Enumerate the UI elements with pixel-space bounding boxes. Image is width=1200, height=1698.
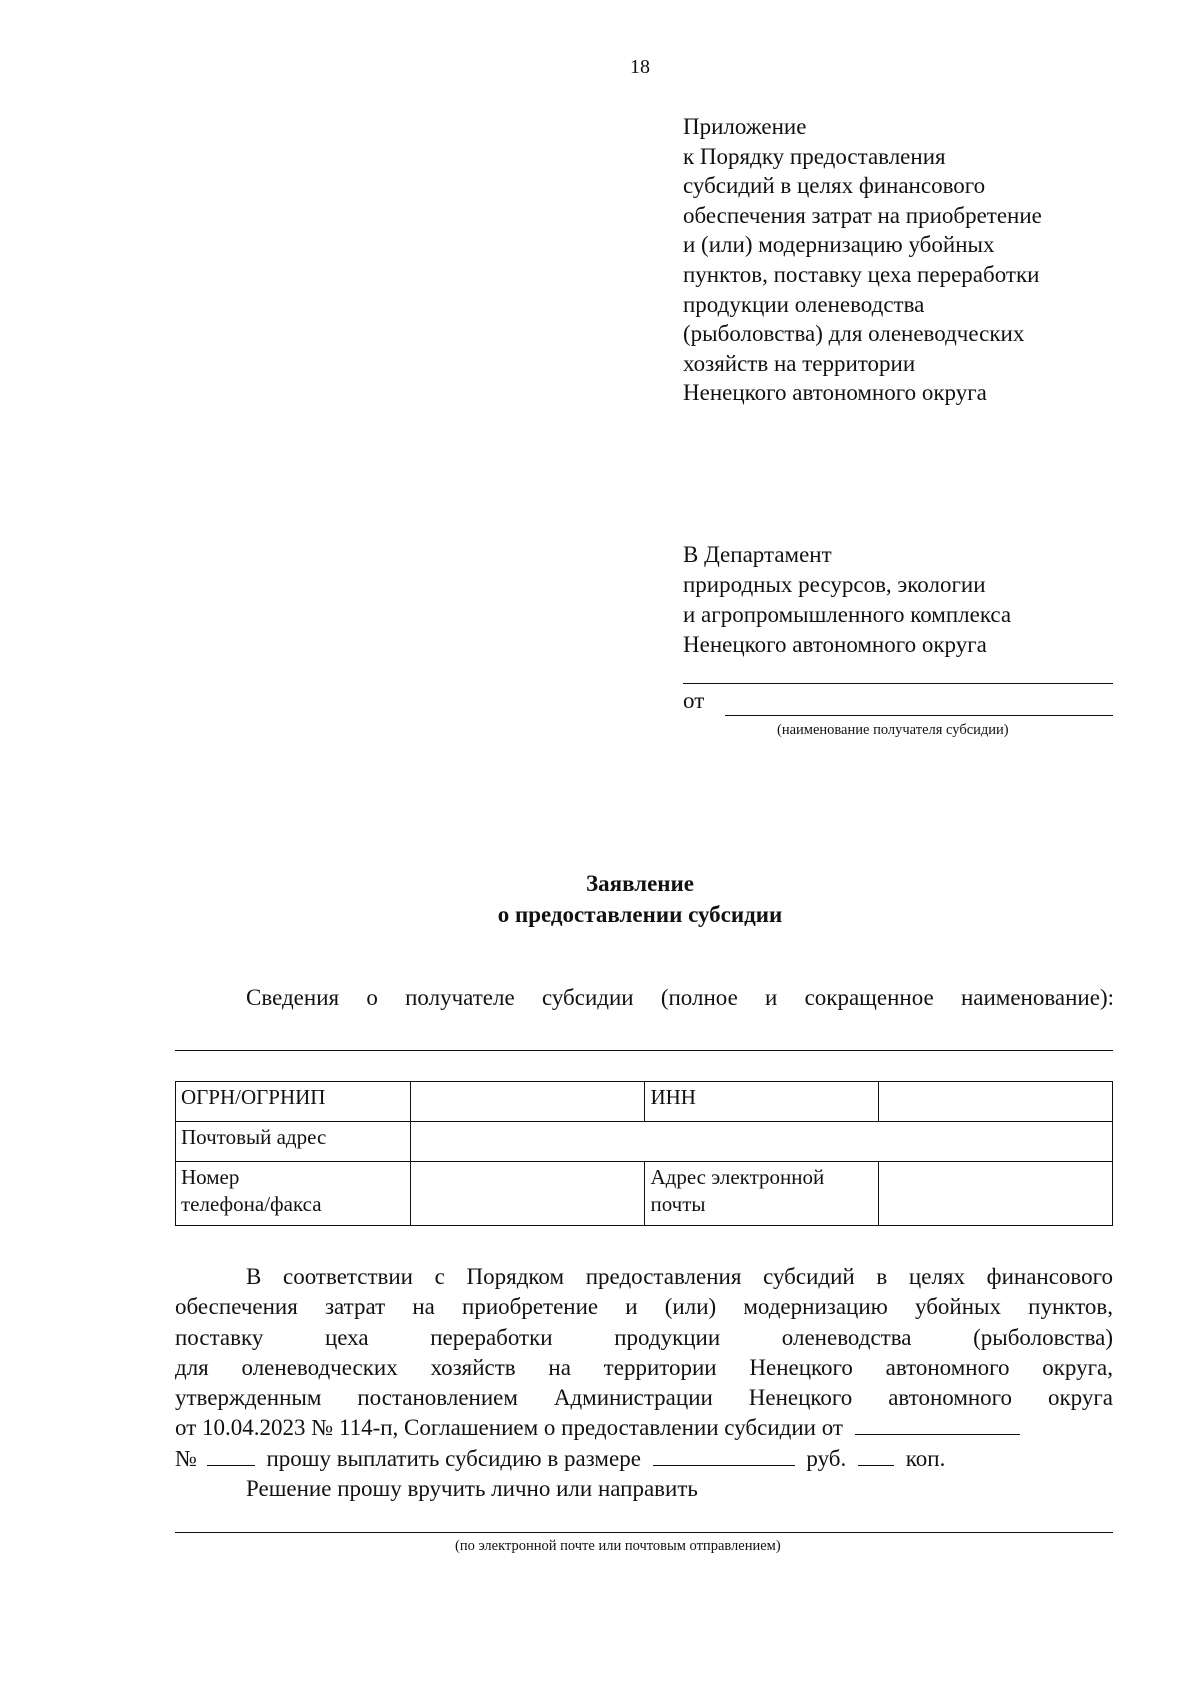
agreement-text: от 10.04.2023 № 114-п, Соглашением о предоставлении субсидии от: [175, 1415, 843, 1441]
recipient-details-table: [175, 1081, 1113, 1226]
sender-blank-line-2: [725, 715, 1113, 716]
inn-label: ИНН: [645, 1082, 879, 1122]
delivery-caption: (по электронной почте или почтовым отправлением): [455, 1538, 781, 1554]
number-sign: №: [175, 1445, 197, 1471]
email-label-line-2: почты: [650, 1192, 706, 1216]
recipient-info-intro: Сведения о получателе субсидии (полное и сокращенное наименование):: [246, 985, 1114, 1010]
recipient-caption: (наименование получателя субсидии): [777, 722, 1009, 738]
email-label-line-1: Адрес электронной: [650, 1165, 825, 1189]
appendix-line: пунктов, поставку цеха переработки: [683, 261, 1040, 287]
phone-label-line-1: Номер: [181, 1165, 240, 1189]
from-label: от: [683, 688, 705, 713]
title-line-1: Заявление: [585, 871, 695, 896]
appendix-line: (рыболовства) для оленеводческих: [683, 321, 1025, 347]
addressee-block: [683, 540, 1143, 660]
table-row: [176, 1122, 1113, 1162]
body-line: [175, 1413, 1113, 1443]
addressee-line: Ненецкого автономного округа: [683, 632, 987, 657]
rub-label: руб.: [806, 1445, 847, 1471]
kop-label: коп.: [905, 1445, 946, 1471]
request-text: прошу выплатить субсидию в размере: [266, 1445, 641, 1471]
table-row: [176, 1162, 1113, 1226]
addressee-line: и агропромышленного комплекса: [683, 602, 1012, 627]
document-title: [0, 868, 1200, 930]
body-line: Решение прошу вручить лично или направить: [246, 1476, 698, 1502]
inn-value[interactable]: [879, 1082, 1113, 1122]
agreement-date-blank[interactable]: [855, 1414, 1020, 1435]
body-line: утвержденным постановлением Администрации Ненецкого автономного округа: [175, 1385, 1113, 1411]
ogrn-label: ОГРН/ОГРНИП: [176, 1082, 411, 1122]
body-line: поставку цеха переработки продукции оленеводства (рыболовства): [175, 1324, 1113, 1350]
title-line-2: о предоставлении субсидии: [497, 902, 783, 927]
addressee-line: В Департамент: [683, 542, 832, 567]
amount-kop-blank[interactable]: [858, 1445, 894, 1466]
agreement-number-blank[interactable]: [207, 1445, 255, 1466]
phone-label-line-2: телефона/факса: [181, 1192, 322, 1216]
appendix-line: субсидий в целях финансового: [683, 173, 986, 199]
recipient-name-blank-line: [175, 1050, 1113, 1051]
appendix-line: хозяйств на территории: [683, 350, 916, 376]
application-body: [175, 1262, 1113, 1504]
page-number: 18: [630, 56, 650, 78]
body-line: для оленеводческих хозяйств на территории Ненецкого автономного округа,: [175, 1354, 1113, 1380]
appendix-line: и (или) модернизацию убойных: [683, 232, 995, 258]
appendix-line: продукции оленеводства: [683, 291, 925, 317]
delivery-method-blank-line: [175, 1532, 1113, 1533]
appendix-line: к Порядку предоставления: [683, 143, 946, 169]
body-line: В соответствии с Порядком предоставления субсидий в целях финансового: [246, 1264, 1113, 1289]
phone-label: [176, 1162, 411, 1226]
appendix-line: Ненецкого автономного округа: [683, 380, 987, 406]
body-line: [175, 1444, 1113, 1474]
email-value[interactable]: [879, 1162, 1113, 1226]
ogrn-value[interactable]: [410, 1082, 645, 1122]
postal-address-label: Почтовый адрес: [176, 1122, 411, 1162]
addressee-line: природных ресурсов, экологии: [683, 572, 986, 597]
appendix-block: [683, 112, 1143, 408]
appendix-line: обеспечения затрат на приобретение: [683, 202, 1042, 228]
body-line: обеспечения затрат на приобретение и (или) модернизацию убойных пунктов,: [175, 1294, 1113, 1320]
appendix-line: Приложение: [683, 114, 807, 139]
amount-rub-blank[interactable]: [653, 1445, 795, 1466]
table-row: [176, 1082, 1113, 1122]
postal-address-value[interactable]: [410, 1122, 1112, 1162]
sender-blank-line-1: [683, 683, 1113, 684]
phone-value[interactable]: [410, 1162, 645, 1226]
email-label: [645, 1162, 879, 1226]
